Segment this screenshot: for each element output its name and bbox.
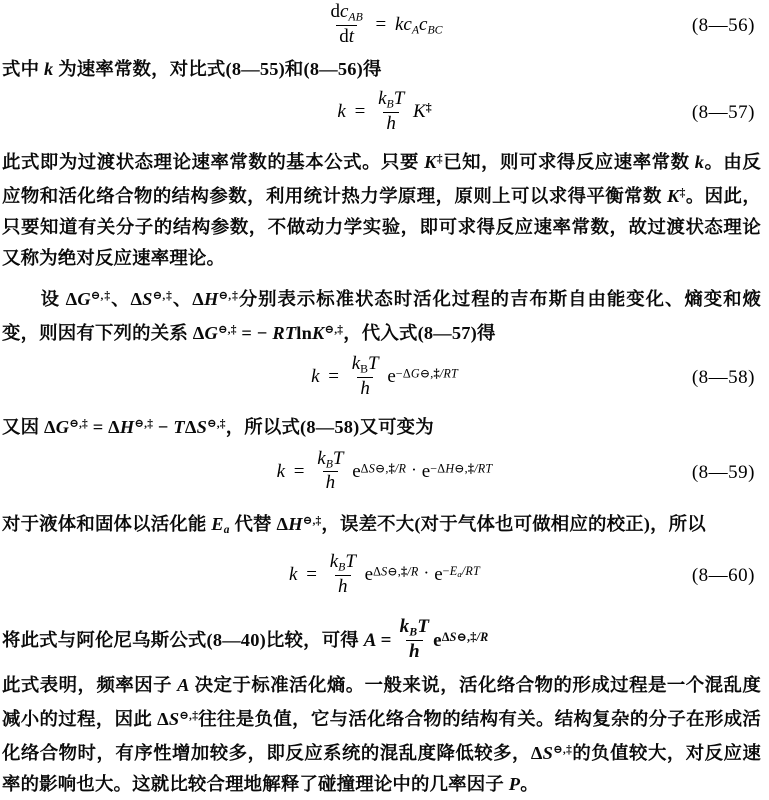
p5-activation-energy-sub: a <box>223 523 230 536</box>
p4-var-H: H <box>119 416 135 437</box>
eq56-den-d: d <box>339 25 349 47</box>
eq59-h: h <box>325 472 336 494</box>
p4-sup-2: ⊖,‡ <box>134 417 154 430</box>
p7-text-1: 此式表明，频率因子 <box>2 675 178 695</box>
p1-symbol-k: k <box>43 59 54 79</box>
eqA-kb-sub: B <box>409 625 418 639</box>
eq56-conc-a-sub: A <box>411 23 420 37</box>
p5-var-H: H <box>288 513 303 534</box>
p2-text-1: 此式即为过渡状态理论速率常数的基本公式。只要 <box>2 151 425 172</box>
eq60-exp1-double-dagger: ‡ <box>401 564 408 579</box>
eq59-exponent-2 <box>430 461 492 475</box>
eq60-multiplication-dot: · <box>423 563 430 583</box>
eqA-T: T <box>417 616 430 638</box>
eq60-T: T <box>345 550 356 572</box>
equation-number-8-59: (8—59) <box>691 461 755 483</box>
equation-8-59-body <box>276 447 493 496</box>
p4-text-2: = <box>87 416 109 437</box>
kbt-over-h-fraction <box>397 617 433 663</box>
eq57-kb: k <box>378 88 387 110</box>
eq59-exp2-standard-state: ⊖, <box>454 461 468 476</box>
eq58-exp-delta: Δ <box>402 366 411 381</box>
p5-text-3: ，误差不大(对于气体也可做相应的校正)，所以 <box>321 513 706 534</box>
eqA-h: h <box>408 641 420 663</box>
p2-double-dagger-2: ‡ <box>679 186 686 199</box>
p6-text-1: 将此式与阿伦尼乌斯公式(8—40)比较，可得 <box>2 629 364 650</box>
p7-text-3: 往往是负值，它与活化络合物的结构有关。结构复杂的分子在形成活化络合物时，有序性增加较多，即反应系统的混乱度降低较多， <box>2 708 761 763</box>
eqA-exp-var-S: S <box>449 629 457 644</box>
eq56-rate-constant: k <box>394 14 404 36</box>
eq60-exp2-var-E: E <box>449 564 458 579</box>
p3-delta-1: Δ <box>65 288 78 309</box>
eq59-exp2-double-dagger: ‡ <box>467 461 475 476</box>
p3-text-2: 、 <box>111 288 131 309</box>
p3-sup-1: ⊖,‡ <box>90 289 112 302</box>
eqA-exponential-base: e <box>433 629 442 651</box>
p3-var-S: S <box>142 288 153 309</box>
eq60-lhs: k <box>289 564 298 586</box>
eq60-exp1-var-S: S <box>381 564 388 579</box>
equation-8-60-body <box>289 550 480 599</box>
eq59-exp2-delta: Δ <box>437 461 446 476</box>
eq58-exponent <box>396 366 458 380</box>
eq60-exp2-div: /RT <box>461 564 480 579</box>
eq59-exp1-standard-state: ⊖, <box>374 461 389 476</box>
paragraph-6 <box>0 615 769 664</box>
equation-8-56 <box>0 2 769 50</box>
eqA-lhs: A <box>363 629 377 651</box>
eq58-lhs: k <box>311 366 320 388</box>
eq60-kb-sub: B <box>338 560 346 574</box>
eq60-exp1-standard-state: ⊖, <box>387 564 402 579</box>
p7-probability-factor: P <box>508 773 521 794</box>
eq59-exponent-1 <box>361 461 406 475</box>
p2-symbol-K: K <box>424 151 437 172</box>
eq59-exp2-var-H: H <box>445 461 455 476</box>
p3-var-G-2: G <box>204 322 218 343</box>
kbt-over-h-fraction <box>327 552 359 598</box>
paragraph-1 <box>0 54 769 85</box>
p4-var-S: S <box>196 416 207 437</box>
equation-number-8-56: (8—56) <box>691 15 755 36</box>
eqA-exp-double-dagger: ‡ <box>470 629 477 644</box>
eq56-equals: = <box>375 14 387 36</box>
eq60-equals: = <box>306 564 317 586</box>
kbt-over-h-fraction <box>375 89 407 135</box>
eq60-exponent-2 <box>443 564 480 578</box>
p3-sup-2: ⊖,‡ <box>152 289 173 302</box>
p4-sup-1: ⊖,‡ <box>69 417 88 430</box>
p4-delta-2: Δ <box>108 416 120 437</box>
p3-ln: ln <box>296 322 313 343</box>
eq56-num-d: d <box>330 1 340 23</box>
p2-symbol-k: k <box>694 151 705 172</box>
eq58-exp-standard-state: ⊖, <box>419 366 434 381</box>
equation-number-8-58: (8—58) <box>691 366 755 388</box>
p2-text-2: 已知，则可求得反应速率常数 <box>443 151 695 172</box>
eq56-conc-bc-sub: BC <box>427 23 443 37</box>
eq57-kb-sub: B <box>386 97 394 111</box>
eq58-exp-sign: − <box>395 366 403 381</box>
eq58-h: h <box>360 377 370 399</box>
eq56-conc-bc: c <box>419 14 428 36</box>
eqA-exp-delta: Δ <box>441 629 450 644</box>
eq57-lhs: k <box>337 101 346 123</box>
eq58-exp-double-dagger: ‡ <box>433 366 440 381</box>
eq59-kb: k <box>317 447 326 469</box>
p5-delta: Δ <box>276 513 289 534</box>
eq58-kb-sub: B <box>360 362 369 376</box>
paragraph-4 <box>0 409 769 443</box>
p4-var-T: T <box>173 416 185 437</box>
eq59-lhs: k <box>276 460 286 482</box>
eq59-exp1-var-S: S <box>368 461 375 476</box>
eq60-exp1-div: /R <box>407 564 419 579</box>
p5-sup: ⊖,‡ <box>302 514 322 527</box>
p3-RT: RT <box>272 322 297 343</box>
p7-delta-1: Δ <box>157 708 169 729</box>
equation-8-56-body <box>326 3 442 49</box>
p7-var-S-1: S <box>168 708 180 729</box>
eq57-T: T <box>393 88 405 110</box>
eq60-kb: k <box>329 550 339 572</box>
p3-text-4: 分别表示标准状态时活化过程的吉布斯自由能变化、熵变和焲变，则因有下列的关系 <box>2 288 762 343</box>
eq58-kb: k <box>351 352 361 374</box>
eq59-equals: = <box>293 460 305 482</box>
document-page <box>0 1 769 794</box>
eq56-conc-a: c <box>403 14 412 36</box>
equation-8-57 <box>0 87 769 139</box>
eq60-exponential-base-2: e <box>434 564 443 586</box>
p2-double-dagger-1: ‡ <box>436 153 444 165</box>
p3-var-G: G <box>77 288 91 309</box>
eq56-num-sub: AB <box>348 10 363 24</box>
eqA-exp-standard-state: ⊖, <box>456 629 471 644</box>
p3-var-H: H <box>203 288 219 309</box>
p3-text-6: ，代入式(8—57)得 <box>343 322 496 343</box>
p7-var-S-2: S <box>542 742 554 763</box>
paragraph-2 <box>0 144 769 274</box>
kbt-over-h-fraction <box>314 449 346 495</box>
p4-delta-1: Δ <box>43 416 56 437</box>
equation-8-58 <box>0 352 769 404</box>
p7-sup-2: ⊖,‡ <box>553 743 573 756</box>
eq58-exp-div: /RT <box>439 366 458 381</box>
eq59-multiplication-dot: · <box>411 459 417 479</box>
p2-symbol-K-2: K <box>666 185 680 206</box>
p4-delta-3: Δ <box>184 416 197 437</box>
p3-sup-3: ⊖,‡ <box>218 289 239 302</box>
eq60-h: h <box>338 575 348 597</box>
eq57-equilibrium-constant: K <box>413 101 426 123</box>
equation-frequency-factor <box>363 616 489 663</box>
kbt-over-h-fraction <box>349 354 382 400</box>
p3-delta-2: Δ <box>130 288 143 309</box>
paragraph-5 <box>0 506 769 546</box>
p5-text-1: 对于液体和固体以活化能 <box>2 513 212 534</box>
p4-text-3: − <box>153 416 174 437</box>
eq58-exponential-base: e <box>387 366 396 388</box>
eqA-exponent <box>442 630 489 644</box>
p3-text-5: = − <box>236 322 273 343</box>
eq59-exponential-base-2: e <box>421 460 431 482</box>
derivative-fraction <box>327 2 365 48</box>
p7-sup-1: ⊖,‡ <box>179 710 199 722</box>
eq59-exp1-double-dagger: ‡ <box>388 461 395 476</box>
eq59-kb-sub: B <box>325 457 333 471</box>
p4-text-1: 又因 <box>2 416 44 437</box>
p3-sup-4: ⊖,‡ <box>217 323 237 336</box>
eq59-exp2-sign: − <box>430 461 438 476</box>
eqA-kb: k <box>399 616 410 638</box>
p3-delta-4: Δ <box>192 322 205 343</box>
p7-text-5: 。 <box>520 773 539 794</box>
eq60-exponential-base-1: e <box>364 564 374 586</box>
p7-delta-2: Δ <box>530 742 543 763</box>
eq59-exp2-div: /RT <box>474 461 493 476</box>
p3-K: K <box>312 322 325 343</box>
p3-delta-3: Δ <box>192 288 204 309</box>
p3-text-1: 设 <box>40 288 66 309</box>
eq57-h: h <box>386 112 396 134</box>
eq58-exp-var-G: G <box>410 366 420 381</box>
p3-sup-5: ⊖,‡ <box>324 323 344 336</box>
p2-text-3: 。由反应物和活化络合物的结构参数，利用统计热力学原理，原则上可以求得平衡常数 <box>2 151 761 206</box>
eq57-double-dagger: ‡ <box>425 101 432 115</box>
eq59-T: T <box>332 447 344 469</box>
p4-sup-3: ⊖,‡ <box>207 417 226 430</box>
equation-8-60 <box>0 549 769 603</box>
equation-8-58-body <box>311 352 458 401</box>
eq60-exp2-sign: − <box>442 564 450 579</box>
p1-text-1: 式中 <box>2 59 44 79</box>
eq58-T: T <box>368 352 379 374</box>
eq56-den-t: t <box>348 25 354 47</box>
eq56-num-c: c <box>339 1 349 23</box>
eq57-equals: = <box>354 101 366 123</box>
eqA-equals: = <box>380 629 392 651</box>
p7-text-2: 决定于标准活化熵。一般来说，活化络合物的形成过程是一个混乱度减小的过程，因此 <box>2 675 761 729</box>
equation-8-57-body <box>337 90 431 136</box>
eq60-exponent-1 <box>373 564 418 578</box>
p7-text-4: 的负值较大，对反应速率的影响也大。这就比较合理地解释了碰撞理论中的几率因子 <box>2 742 761 794</box>
eq59-exp1-div: /R <box>394 461 407 476</box>
p3-text-3: 、 <box>172 288 193 309</box>
p1-text-2: 为速率常数，对比式(8—55)和(8—56)得 <box>53 59 382 79</box>
paragraph-7 <box>0 670 769 800</box>
equation-8-59 <box>0 446 769 500</box>
equation-number-8-60: (8—60) <box>691 564 755 586</box>
p5-text-2: 代替 <box>229 513 277 534</box>
eq60-exp2-sub-a: a <box>457 569 462 580</box>
eqA-exp-div: /R <box>476 629 489 644</box>
eq60-exp1-delta: Δ <box>373 564 382 579</box>
eq59-exponential-base-1: e <box>352 460 361 482</box>
eq58-equals: = <box>328 366 339 388</box>
paragraph-3 <box>0 281 769 349</box>
p2-text-4: 。因此，只要知道有关分子的结构参数，不做动力学实验，即可求得反应速率常数，故过渡状态理论又称为绝对反应速率理论。 <box>2 185 761 268</box>
p4-text-4: ，所以式(8—58)又可变为 <box>225 416 434 437</box>
p5-activation-energy: E <box>211 513 224 534</box>
eq59-exp1-delta: Δ <box>360 461 369 476</box>
equation-number-8-57: (8—57) <box>691 102 755 123</box>
p4-var-G: G <box>55 416 70 437</box>
p7-symbol-A: A <box>177 675 190 695</box>
